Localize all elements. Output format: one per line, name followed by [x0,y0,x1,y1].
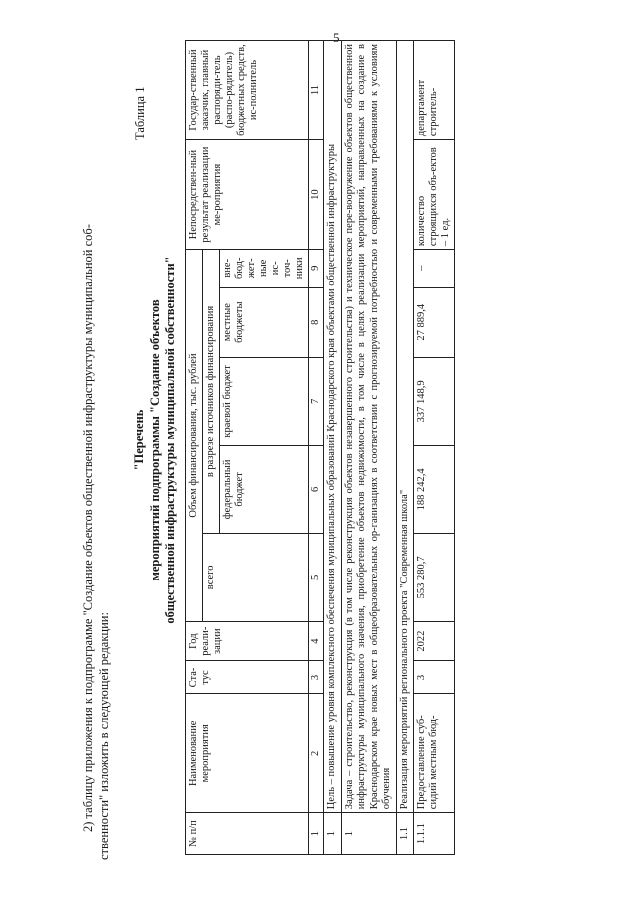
task-row [341,41,396,855]
page-number: 5 [333,30,340,45]
header-total: всего [203,533,309,621]
measure-result: количество строящихся объ-ектов – 1 ед. [414,140,455,250]
col-number: 5 [309,533,324,621]
col-number: 10 [309,140,324,250]
measure-total: 553 280,7 [414,533,455,621]
measure-row [414,41,455,855]
column-numbers-row [309,41,324,855]
measure-regional: 337 148,9 [414,357,455,445]
project-row [396,41,414,855]
measures-table [185,40,455,855]
goal-num: 1 [324,813,342,855]
measure-num: 1.1.1 [414,813,455,855]
title-line-3: общественной инфраструктуры муниципальной собственности" [163,256,177,624]
header-year: Год реали-зации [186,621,309,661]
rotated-page-content [80,40,620,860]
col-number: 9 [309,250,324,287]
intro-line-2: ственности" изложить в следующей редакции: [97,612,111,860]
header-regional: краевой бюджет [220,357,309,445]
col-number: 2 [309,694,324,813]
measure-year: 2022 [414,621,455,661]
goal-row [324,41,342,855]
col-number: 8 [309,287,324,357]
header-result: Непосредствен-ный результат реализации ме-роприятия [186,140,309,250]
header-name: Наименование мероприятия [186,694,309,813]
project-num: 1.1 [396,813,414,855]
measure-name: Предоставление суб-сидий местным бюд- [414,694,455,813]
measure-status: 3 [414,661,455,694]
header-customer: Государ-ственный заказчик, главный распоряди-тель (распо-рядитель) бюджетных средств, ис-полнитель [186,41,309,140]
col-number: 6 [309,445,324,533]
header-by-source: в разрезе источников финансирования [203,250,220,534]
intro-line-1: 2) таблицу приложения к подпрограмме "Создание объектов общественной инфраструктуры муниципальной соб- [81,224,95,832]
header-offbudget: вне-бюд-жет-ные ис-точ-ники [220,250,309,287]
header-num: № п/п [186,813,309,855]
project-text: Реализация мероприятий регионального проекта "Современная школа" [396,41,414,813]
measure-offbudget: – [414,250,455,287]
header-status: Ста-тус [186,661,309,694]
col-number: 7 [309,357,324,445]
measure-local: 27 889,4 [414,287,455,357]
task-text: Задача – строительство, реконструкция (в том числе реконструкция объектов незавершенного строительства) и техническое пере-вооружение объектов общественной инфраструктуры муниципального значения, приобретение объектов недвижимости, в том числе в целях реализации мероприятий, направленных на создание в Краснодарском крае новых мест в общеобразовательных ор-ганизациях в соответствии с прогнозируемой потребностью и современными требованиями к условиям обучения [341,41,396,813]
measure-customer: департамент строитель- [414,41,455,140]
measure-federal: 188 242,4 [414,445,455,533]
goal-text: Цель – повышение уровня комплексного обеспечения муниципальных образований Краснодарского края объектами общественной инфраструктуры [324,41,342,813]
document-title [132,180,179,700]
col-number: 4 [309,621,324,661]
intro-text [80,40,112,860]
col-number: 11 [309,41,324,140]
table-label: Таблица 1 [133,86,147,140]
title-line-1: "Перечень [132,409,146,471]
header-volume: Объем финансирования, тыс. рублей [186,250,203,622]
col-number: 1 [309,813,324,855]
col-number: 3 [309,661,324,694]
header-local: местные бюджеты [220,287,309,357]
title-line-2: мероприятий подпрограммы "Создание объектов [147,299,162,581]
task-num: 1 [341,813,396,855]
header-federal: федеральный бюджет [220,445,309,533]
